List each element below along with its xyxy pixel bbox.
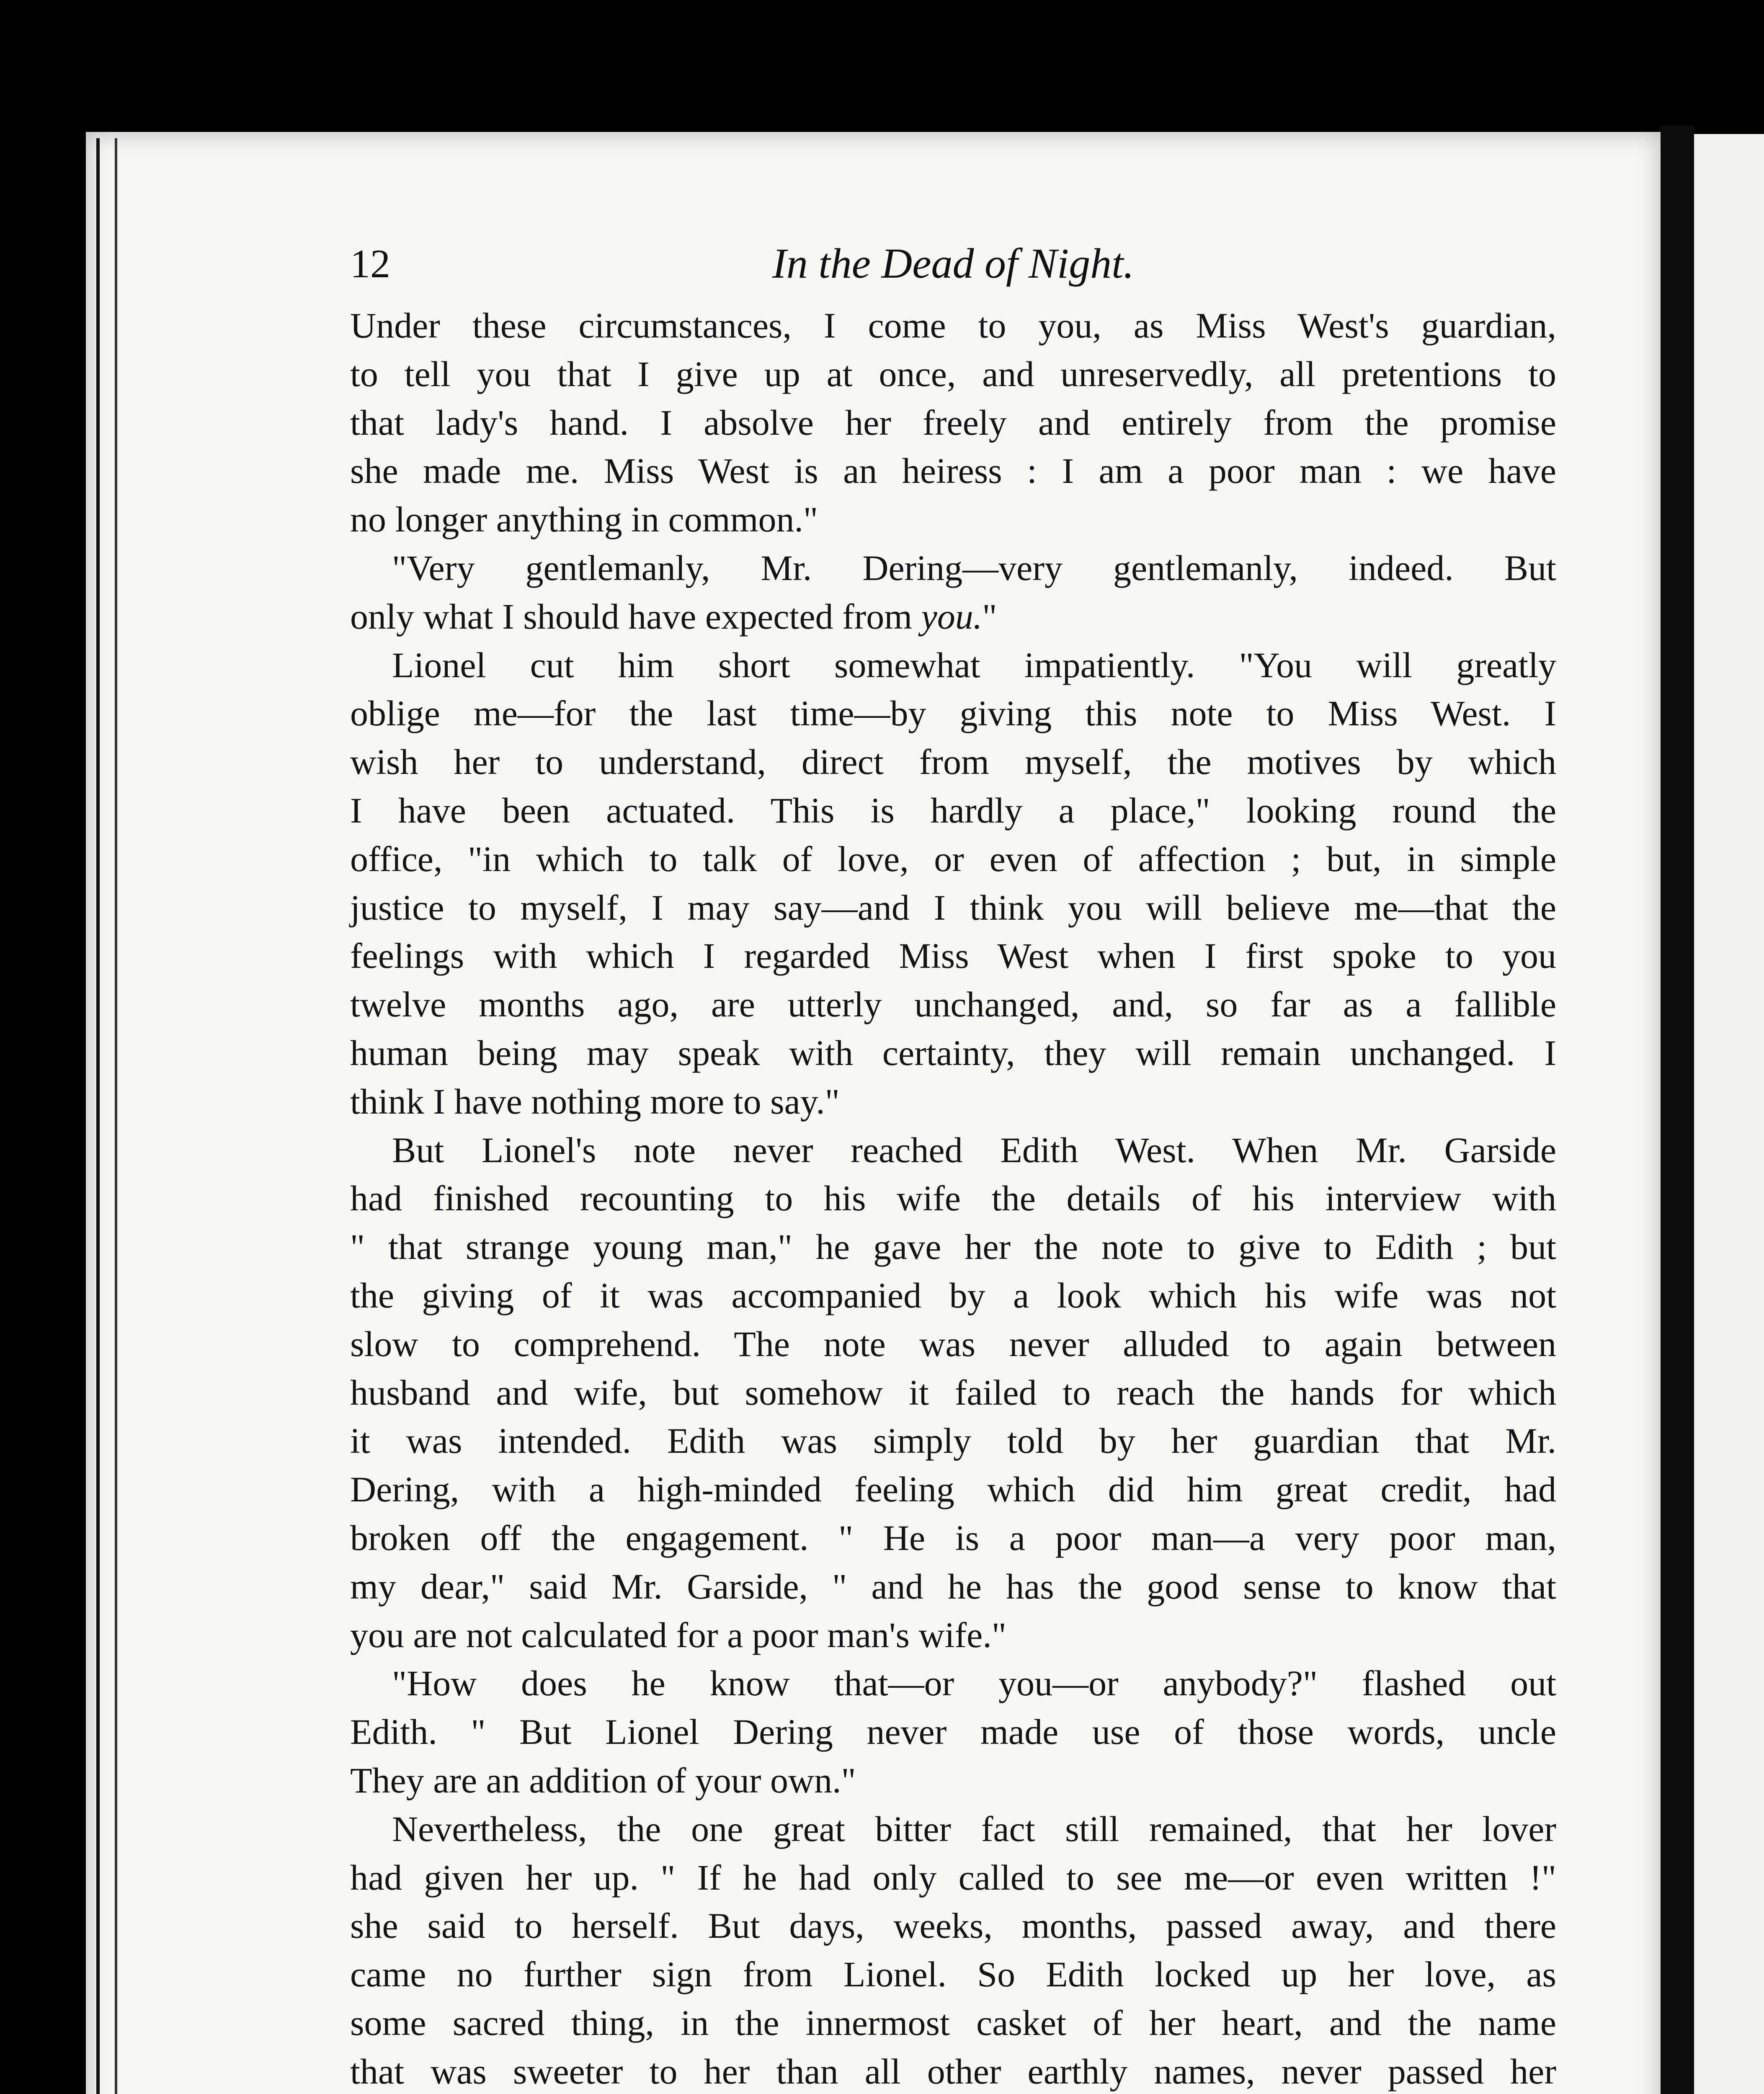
text-line: some sacred thing, in the innermost casket of her heart, and the name <box>350 2002 1556 2043</box>
paragraph <box>350 1659 1556 1805</box>
text-line: Lionel cut him short somewhat impatiently. "You will greatly <box>392 645 1556 685</box>
text-line: she made me. Miss West is an heiress : I am a poor man : we have <box>350 451 1556 491</box>
text-line: feelings with which I regarded Miss West when I first spoke to you <box>350 936 1556 976</box>
text-line: came no further sign from Lionel. So Edith locked up her love, as <box>350 1954 1556 1995</box>
text-line: Under these circumstances, I come to you, as Miss West's guardian, <box>350 305 1556 346</box>
text-line: justice to myself, I may say—and I think you will believe me—that the <box>350 887 1556 928</box>
text-line: think I have nothing more to say." <box>350 1081 840 1122</box>
text-line: human being may speak with certainty, they will remain unchanged. I <box>350 1032 1556 1073</box>
running-title: In the Dead of Night. <box>772 240 1135 287</box>
text-line: she said to herself. But days, weeks, months, passed away, and there <box>350 1906 1556 1946</box>
text-line: it was intended. Edith was simply told by her guardian that Mr. <box>350 1421 1556 1461</box>
page-gutter-shadow <box>1661 126 1694 2094</box>
text-line: you are not calculated for a poor man's wife." <box>350 1614 1006 1655</box>
paragraph <box>350 544 1556 641</box>
facing-page-edge <box>1694 134 1764 2094</box>
text-line: They are an addition of your own." <box>350 1760 856 1800</box>
text-line: Nevertheless, the one great bitter fact still remained, that her lover <box>392 1808 1556 1849</box>
text-line: that was sweeter to her than all other earthly names, never passed her <box>350 2051 1556 2091</box>
page-number: 12 <box>350 241 390 286</box>
page-header <box>350 235 1556 293</box>
text-line: I have been actuated. This is hardly a place," looking round the <box>350 790 1556 830</box>
text-line: " that strange young man," he gave her the note to give to Edith ; but <box>350 1227 1556 1267</box>
text-line: my dear," said Mr. Garside, " and he has the good sense to know that <box>350 1566 1556 1607</box>
text-line: twelve months ago, are utterly unchanged, and, so far as a fallible <box>350 984 1556 1025</box>
text-line: Edith. " But Lionel Dering never made use of those words, uncle <box>350 1712 1556 1752</box>
text-line: Dering, with a high-minded feeling which did him great credit, had <box>350 1469 1556 1510</box>
text-line: to tell you that I give up at once, and unreservedly, all pretentions to <box>350 353 1556 394</box>
text-line: husband and wife, but somehow it failed to reach the hands for which <box>350 1372 1556 1413</box>
text-line: the giving of it was accompanied by a look which his wife was not <box>350 1275 1556 1315</box>
text-line: only what I should have expected from you." <box>350 596 997 637</box>
text-line: slow to comprehend. The note was never alluded to again between <box>350 1323 1556 1364</box>
body-text <box>350 302 1556 2094</box>
page-binding-edge <box>96 138 117 2094</box>
text-line: "How does he know that—or you—or anybody?" flashed out <box>392 1663 1556 1704</box>
text-line: wish her to understand, direct from myself, the motives by which <box>350 742 1556 782</box>
paragraph <box>350 641 1556 1126</box>
paragraph <box>350 1805 1556 2094</box>
text-line: had given her up. " If he had only called to see me—or even written !" <box>350 1857 1556 1898</box>
text-line: office, "in which to talk of love, or even of affection ; but, in simple <box>350 838 1556 879</box>
text-line: But Lionel's note never reached Edith West. When Mr. Garside <box>392 1130 1556 1170</box>
text-line: that lady's hand. I absolve her freely and entirely from the promise <box>350 402 1556 443</box>
paragraph <box>350 1126 1556 1660</box>
text-line: "Very gentlemanly, Mr. Dering—very gentlemanly, indeed. But <box>392 547 1556 588</box>
paragraph <box>350 302 1556 544</box>
text-line: oblige me—for the last time—by giving this note to Miss West. I <box>350 693 1556 734</box>
text-line: no longer anything in common." <box>350 499 818 540</box>
text-line: broken off the engagement. " He is a poor man—a very poor man, <box>350 1517 1556 1558</box>
text-line: had finished recounting to his wife the details of his interview with <box>350 1178 1556 1219</box>
